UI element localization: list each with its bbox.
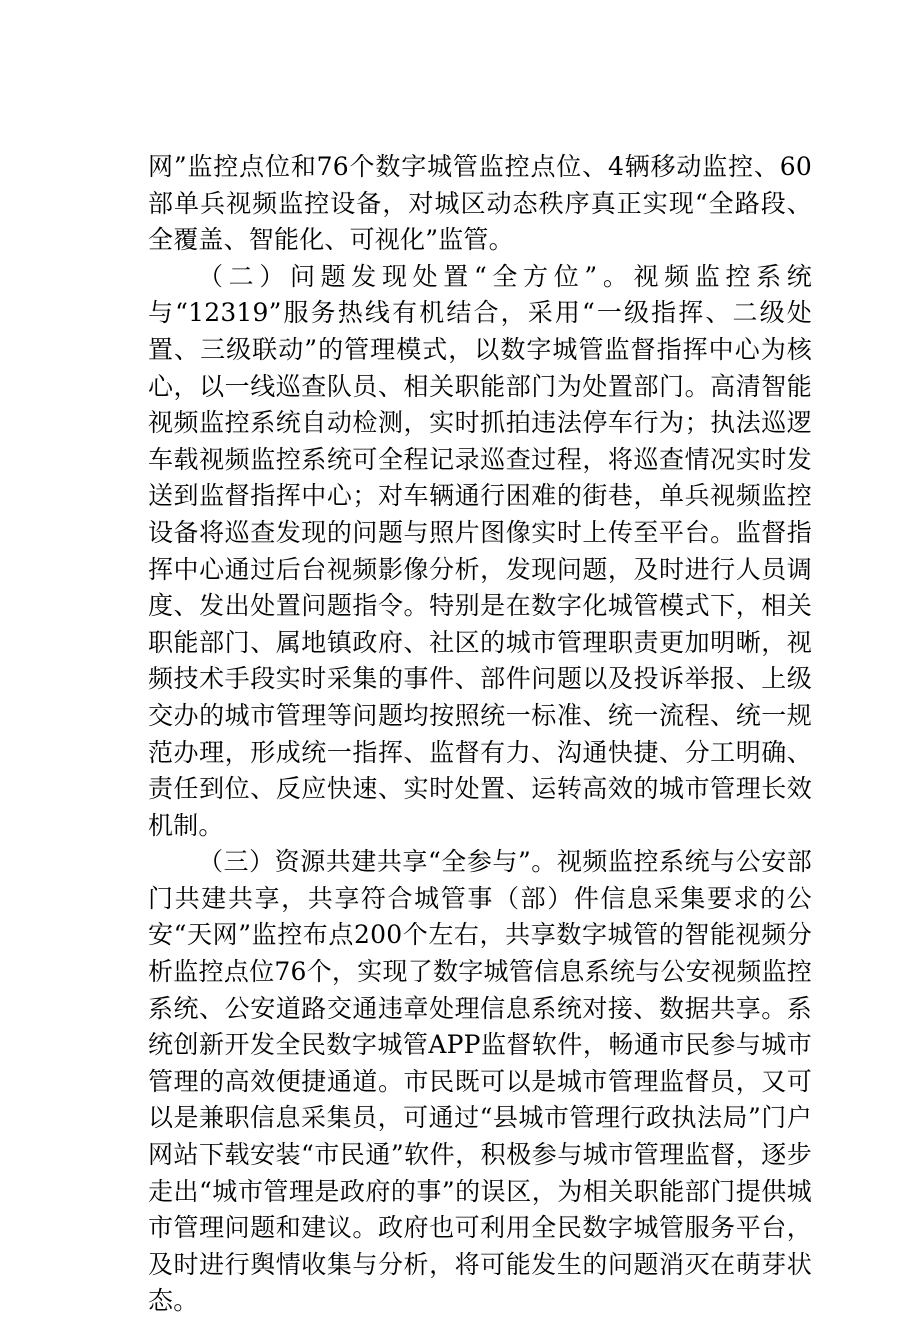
paragraph-3: （三）资源共建共享“全参与”。视频监控系统与公安部门共建共享，共享符合城管事（部）件信息采集要求的公安“天网”监控布点200个左右，共享数字城管的智能视频分析监控点位76个，实现了数字城管信息系统与公安视频监控系统、公安道路交通违章处理信息系统对接、数据共享。系统创新开发全民数字城管APP监督软件，畅通市民参与城市管理的高效便捷通道。市民既可以是城市管理监督员，又可以是兼职信息采集员，可通过“县城市管理行政执法局”门户网站下载安装“市民通”软件，积极参与城市管理监督，逐步走出“城市管理是政府的事”的误区，为相关职能部门提供城市管理问题和建议。政府也可利用全民数字城管服务平台，及时进行舆情收集与分析，将可能发生的问题消灭在萌芽状态。 — [148, 847, 812, 1316]
paragraph-1: 网”监控点位和76个数字城管监控点位、4辆移动监控、60部单兵视频监控设备，对城区动态秩序真正实现“全路段、全覆盖、智能化、可视化”监管。 — [148, 152, 812, 255]
paragraph-2: （二）问题发现处置“全方位”。视频监控系统与“12319”服务热线有机结合，采用“一级指挥、二级处置、三级联动”的管理模式，以数字城管监督指挥中心为核心，以一线巡查队员、相关职能部门为处置部门。高清智能视频监控系统自动检测，实时抓拍违法停车行为；执法巡逻车载视频监控系统可全程记录巡查过程，将巡查情况实时发送到监督指挥中心；对车辆通行困难的街巷，单兵视频监控设备将巡查发现的问题与照片图像实时上传至平台。监督指挥中心通过后台视频影像分析，发现问题，及时进行人员调度、发出处置问题指令。特别是在数字化城管模式下，相关职能部门、属地镇政府、社区的城市管理职责更加明晰，视频技术手段实时采集的事件、部件问题以及投诉举报、上级交办的城市管理等问题均按照统一标准、统一流程、统一规范办理，形成统一指挥、监督有力、沟通快捷、分工明确、责任到位、反应快速、实时处置、运转高效的城市管理长效机制。 — [148, 261, 812, 840]
document-body — [148, 149, 812, 1320]
